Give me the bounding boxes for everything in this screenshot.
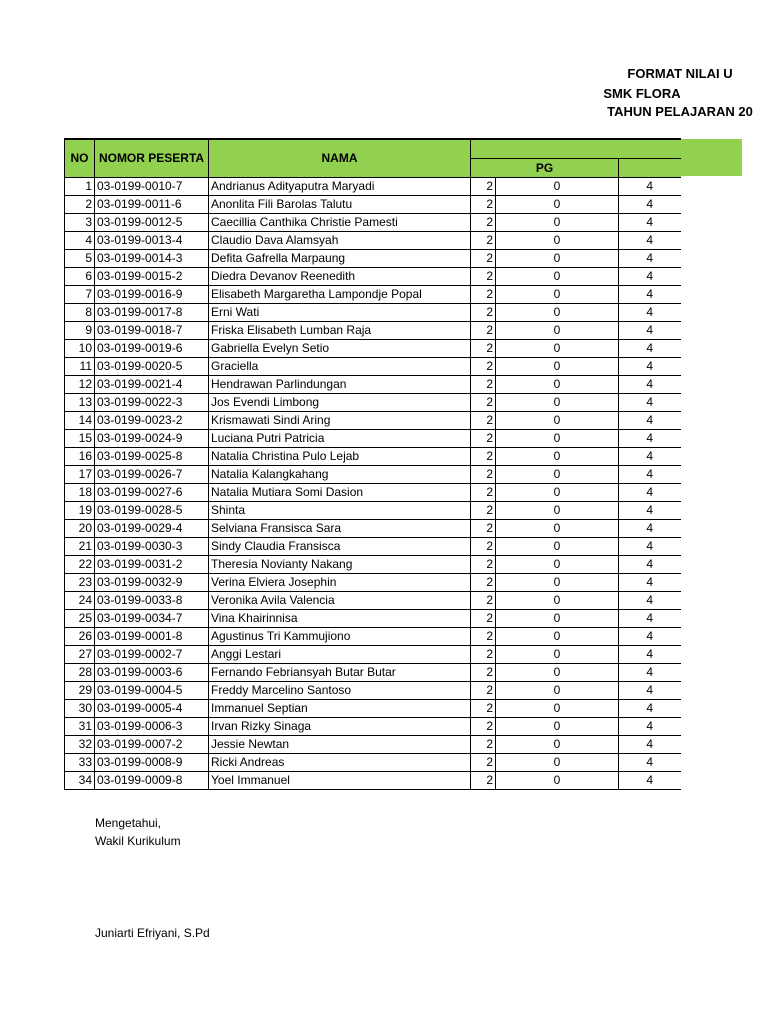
row-nama: Diedra Devanov Reenedith [209,268,471,286]
row-score-a: 2 [471,340,496,358]
row-nama: Freddy Marcelino Santoso [209,682,471,700]
table-row [65,502,681,520]
table-row [65,232,681,250]
row-no: 34 [65,772,95,790]
row-nomor-peserta: 03-0199-0034-7 [95,610,209,628]
row-score-a: 2 [471,232,496,250]
row-no: 6 [65,268,95,286]
row-nama: Natalia Mutiara Somi Dasion [209,484,471,502]
row-nomor-peserta: 03-0199-0012-5 [95,214,209,232]
header-fill-extension [680,139,742,176]
row-nama: Jessie Newtan [209,736,471,754]
row-score-c: 4 [619,178,681,196]
table-row [65,340,681,358]
row-nomor-peserta: 03-0199-0026-7 [95,466,209,484]
row-nomor-peserta: 03-0199-0002-7 [95,646,209,664]
table-row [65,700,681,718]
row-score-b: 0 [496,214,619,232]
row-no: 8 [65,304,95,322]
row-score-b: 0 [496,358,619,376]
row-score-c: 4 [619,214,681,232]
row-nomor-peserta: 03-0199-0009-8 [95,772,209,790]
row-no: 30 [65,700,95,718]
table-row [65,448,681,466]
row-nama: Gabriella Evelyn Setio [209,340,471,358]
row-score-c: 4 [619,628,681,646]
table-row [65,376,681,394]
score-table [64,138,681,790]
row-score-a: 2 [471,430,496,448]
row-score-a: 2 [471,466,496,484]
row-nomor-peserta: 03-0199-0005-4 [95,700,209,718]
row-score-a: 2 [471,628,496,646]
row-nomor-peserta: 03-0199-0011-6 [95,196,209,214]
row-nomor-peserta: 03-0199-0003-6 [95,664,209,682]
row-score-a: 2 [471,304,496,322]
row-score-a: 2 [471,196,496,214]
row-no: 16 [65,448,95,466]
row-score-b: 0 [496,664,619,682]
col-header-nomor-peserta: NOMOR PESERTA [95,139,209,178]
row-score-b: 0 [496,322,619,340]
col-header-no: NO [65,139,95,178]
row-no: 29 [65,682,95,700]
row-score-b: 0 [496,394,619,412]
row-score-a: 2 [471,718,496,736]
row-nomor-peserta: 03-0199-0001-8 [95,628,209,646]
row-nomor-peserta: 03-0199-0033-8 [95,592,209,610]
row-nama: Elisabeth Margaretha Lampondje Popal [209,286,471,304]
row-score-c: 4 [619,736,681,754]
doc-title: FORMAT NILAI U [627,66,733,81]
row-no: 22 [65,556,95,574]
row-score-b: 0 [496,196,619,214]
row-score-a: 2 [471,376,496,394]
row-no: 26 [65,628,95,646]
row-score-b: 0 [496,268,619,286]
row-nama: Selviana Fransisca Sara [209,520,471,538]
row-score-b: 0 [496,250,619,268]
row-nomor-peserta: 03-0199-0006-3 [95,718,209,736]
row-score-a: 2 [471,646,496,664]
row-nama: Krismawati Sindi Aring [209,412,471,430]
row-score-c: 4 [619,358,681,376]
row-score-b: 0 [496,682,619,700]
row-nama: Anonlita Fili Barolas Talutu [209,196,471,214]
row-score-a: 2 [471,682,496,700]
row-nama: Shinta [209,502,471,520]
table-row [65,412,681,430]
row-score-a: 2 [471,592,496,610]
row-nomor-peserta: 03-0199-0022-3 [95,394,209,412]
row-score-c: 4 [619,430,681,448]
row-no: 10 [65,340,95,358]
row-score-a: 2 [471,664,496,682]
row-no: 13 [65,394,95,412]
row-score-a: 2 [471,268,496,286]
table-row [65,304,681,322]
table-row [65,466,681,484]
row-no: 14 [65,412,95,430]
table-row [65,286,681,304]
row-no: 17 [65,466,95,484]
row-nomor-peserta: 03-0199-0027-6 [95,484,209,502]
row-nomor-peserta: 03-0199-0024-9 [95,430,209,448]
row-score-c: 4 [619,322,681,340]
row-no: 4 [65,232,95,250]
table-row [65,250,681,268]
row-nama: Hendrawan Parlindungan [209,376,471,394]
table-row [65,772,681,790]
row-score-b: 0 [496,700,619,718]
row-no: 12 [65,376,95,394]
table-row [65,520,681,538]
row-score-b: 0 [496,574,619,592]
table-row [65,538,681,556]
row-score-c: 4 [619,646,681,664]
row-nama: Friska Elisabeth Lumban Raja [209,322,471,340]
col-header-pg: PG [471,159,619,178]
row-nomor-peserta: 03-0199-0010-7 [95,178,209,196]
row-score-c: 4 [619,268,681,286]
row-score-b: 0 [496,412,619,430]
row-score-a: 2 [471,484,496,502]
row-score-a: 2 [471,610,496,628]
row-score-c: 4 [619,466,681,484]
row-nama: Luciana Putri Patricia [209,430,471,448]
row-nomor-peserta: 03-0199-0013-4 [95,232,209,250]
row-nomor-peserta: 03-0199-0017-8 [95,304,209,322]
row-score-b: 0 [496,340,619,358]
row-nomor-peserta: 03-0199-0025-8 [95,448,209,466]
row-nama: Claudio Dava Alamsyah [209,232,471,250]
row-nama: Fernando Febriansyah Butar Butar [209,664,471,682]
row-no: 7 [65,286,95,304]
row-score-b: 0 [496,232,619,250]
row-nomor-peserta: 03-0199-0030-3 [95,538,209,556]
row-nama: Natalia Christina Pulo Lejab [209,448,471,466]
row-no: 19 [65,502,95,520]
table-row [65,718,681,736]
row-nomor-peserta: 03-0199-0020-5 [95,358,209,376]
row-score-c: 4 [619,304,681,322]
table-row [65,430,681,448]
table-row [65,646,681,664]
row-score-c: 4 [619,376,681,394]
row-nomor-peserta: 03-0199-0016-9 [95,286,209,304]
row-score-a: 2 [471,250,496,268]
row-score-b: 0 [496,466,619,484]
row-nama: Defita Gafrella Marpaung [209,250,471,268]
row-score-a: 2 [471,754,496,772]
row-no: 20 [65,520,95,538]
row-score-a: 2 [471,412,496,430]
row-score-b: 0 [496,178,619,196]
row-score-c: 4 [619,682,681,700]
row-score-a: 2 [471,286,496,304]
row-score-c: 4 [619,700,681,718]
row-no: 11 [65,358,95,376]
row-score-a: 2 [471,178,496,196]
row-score-c: 4 [619,574,681,592]
row-score-b: 0 [496,286,619,304]
row-score-c: 4 [619,592,681,610]
row-score-c: 4 [619,772,681,790]
row-nomor-peserta: 03-0199-0008-9 [95,754,209,772]
row-nama: Anggi Lestari [209,646,471,664]
row-nama: Immanuel Septian [209,700,471,718]
row-nama: Agustinus Tri Kammujiono [209,628,471,646]
row-nama: Irvan Rizky Sinaga [209,718,471,736]
row-no: 27 [65,646,95,664]
row-nama: Sindy Claudia Fransisca [209,538,471,556]
row-no: 9 [65,322,95,340]
row-score-c: 4 [619,754,681,772]
row-score-a: 2 [471,358,496,376]
row-nomor-peserta: 03-0199-0023-2 [95,412,209,430]
row-nama: Theresia Novianty Nakang [209,556,471,574]
table-row [65,178,681,196]
row-score-c: 4 [619,718,681,736]
row-score-b: 0 [496,484,619,502]
row-score-b: 0 [496,502,619,520]
row-no: 33 [65,754,95,772]
row-score-a: 2 [471,574,496,592]
row-score-b: 0 [496,304,619,322]
row-no: 31 [65,718,95,736]
row-no: 23 [65,574,95,592]
row-nomor-peserta: 03-0199-0015-2 [95,268,209,286]
row-score-b: 0 [496,736,619,754]
signer-name: Juniarti Efriyani, S.Pd [95,926,210,940]
row-no: 28 [65,664,95,682]
row-nama: Verina Elviera Josephin [209,574,471,592]
acknowledged-label: Mengetahui, [95,816,162,830]
academic-year: TAHUN PELAJARAN 20 [607,104,753,119]
table-row [65,556,681,574]
row-score-a: 2 [471,214,496,232]
row-nomor-peserta: 03-0199-0007-2 [95,736,209,754]
table-row [65,664,681,682]
row-nama: Natalia Kalangkahang [209,466,471,484]
row-score-c: 4 [619,232,681,250]
table-row [65,214,681,232]
row-score-c: 4 [619,538,681,556]
row-score-b: 0 [496,772,619,790]
row-score-b: 0 [496,538,619,556]
row-no: 18 [65,484,95,502]
row-score-b: 0 [496,646,619,664]
row-score-c: 4 [619,502,681,520]
table-row [65,682,681,700]
table-row [65,268,681,286]
row-no: 15 [65,430,95,448]
row-no: 2 [65,196,95,214]
row-score-b: 0 [496,376,619,394]
row-score-c: 4 [619,412,681,430]
row-nomor-peserta: 03-0199-0004-5 [95,682,209,700]
table-row [65,610,681,628]
row-nama: Andrianus Adityaputra Maryadi [209,178,471,196]
col-header-group [471,139,681,159]
row-no: 25 [65,610,95,628]
row-score-b: 0 [496,430,619,448]
row-score-c: 4 [619,196,681,214]
school-name: SMK FLORA [603,86,681,101]
table-row [65,754,681,772]
row-nomor-peserta: 03-0199-0032-9 [95,574,209,592]
table-row [65,358,681,376]
row-score-c: 4 [619,610,681,628]
table-row [65,592,681,610]
row-nomor-peserta: 03-0199-0029-4 [95,520,209,538]
table-row [65,628,681,646]
row-score-b: 0 [496,610,619,628]
row-score-a: 2 [471,322,496,340]
row-nama: Caecillia Canthika Christie Pamesti [209,214,471,232]
row-score-b: 0 [496,592,619,610]
row-nama: Yoel Immanuel [209,772,471,790]
row-score-a: 2 [471,556,496,574]
row-nama: Ricki Andreas [209,754,471,772]
row-no: 3 [65,214,95,232]
table-row [65,322,681,340]
row-score-a: 2 [471,502,496,520]
row-no: 21 [65,538,95,556]
row-score-a: 2 [471,700,496,718]
row-no: 24 [65,592,95,610]
row-no: 1 [65,178,95,196]
row-score-b: 0 [496,754,619,772]
row-score-c: 4 [619,556,681,574]
row-score-c: 4 [619,664,681,682]
row-score-c: 4 [619,340,681,358]
row-score-c: 4 [619,394,681,412]
row-score-b: 0 [496,448,619,466]
row-score-a: 2 [471,520,496,538]
row-score-c: 4 [619,484,681,502]
row-score-a: 2 [471,394,496,412]
row-score-a: 2 [471,772,496,790]
row-no: 5 [65,250,95,268]
row-score-a: 2 [471,736,496,754]
row-nomor-peserta: 03-0199-0031-2 [95,556,209,574]
row-nama: Jos Evendi Limbong [209,394,471,412]
row-score-c: 4 [619,250,681,268]
table-row [65,394,681,412]
row-score-a: 2 [471,448,496,466]
row-nomor-peserta: 03-0199-0014-3 [95,250,209,268]
table-row [65,736,681,754]
table-row [65,574,681,592]
row-nama: Veronika Avila Valencia [209,592,471,610]
row-score-b: 0 [496,520,619,538]
role-label: Wakil Kurikulum [95,834,181,848]
row-nomor-peserta: 03-0199-0028-5 [95,502,209,520]
row-score-c: 4 [619,520,681,538]
row-nomor-peserta: 03-0199-0021-4 [95,376,209,394]
row-score-a: 2 [471,538,496,556]
col-header-extra [619,159,681,178]
row-nama: Vina Khairinnisa [209,610,471,628]
row-score-b: 0 [496,718,619,736]
row-nomor-peserta: 03-0199-0019-6 [95,340,209,358]
row-score-b: 0 [496,556,619,574]
row-nama: Graciella [209,358,471,376]
col-header-nama: NAMA [209,139,471,178]
row-no: 32 [65,736,95,754]
table-row [65,484,681,502]
row-score-b: 0 [496,628,619,646]
row-score-c: 4 [619,286,681,304]
row-nomor-peserta: 03-0199-0018-7 [95,322,209,340]
table-row [65,196,681,214]
row-score-c: 4 [619,448,681,466]
row-nama: Erni Wati [209,304,471,322]
